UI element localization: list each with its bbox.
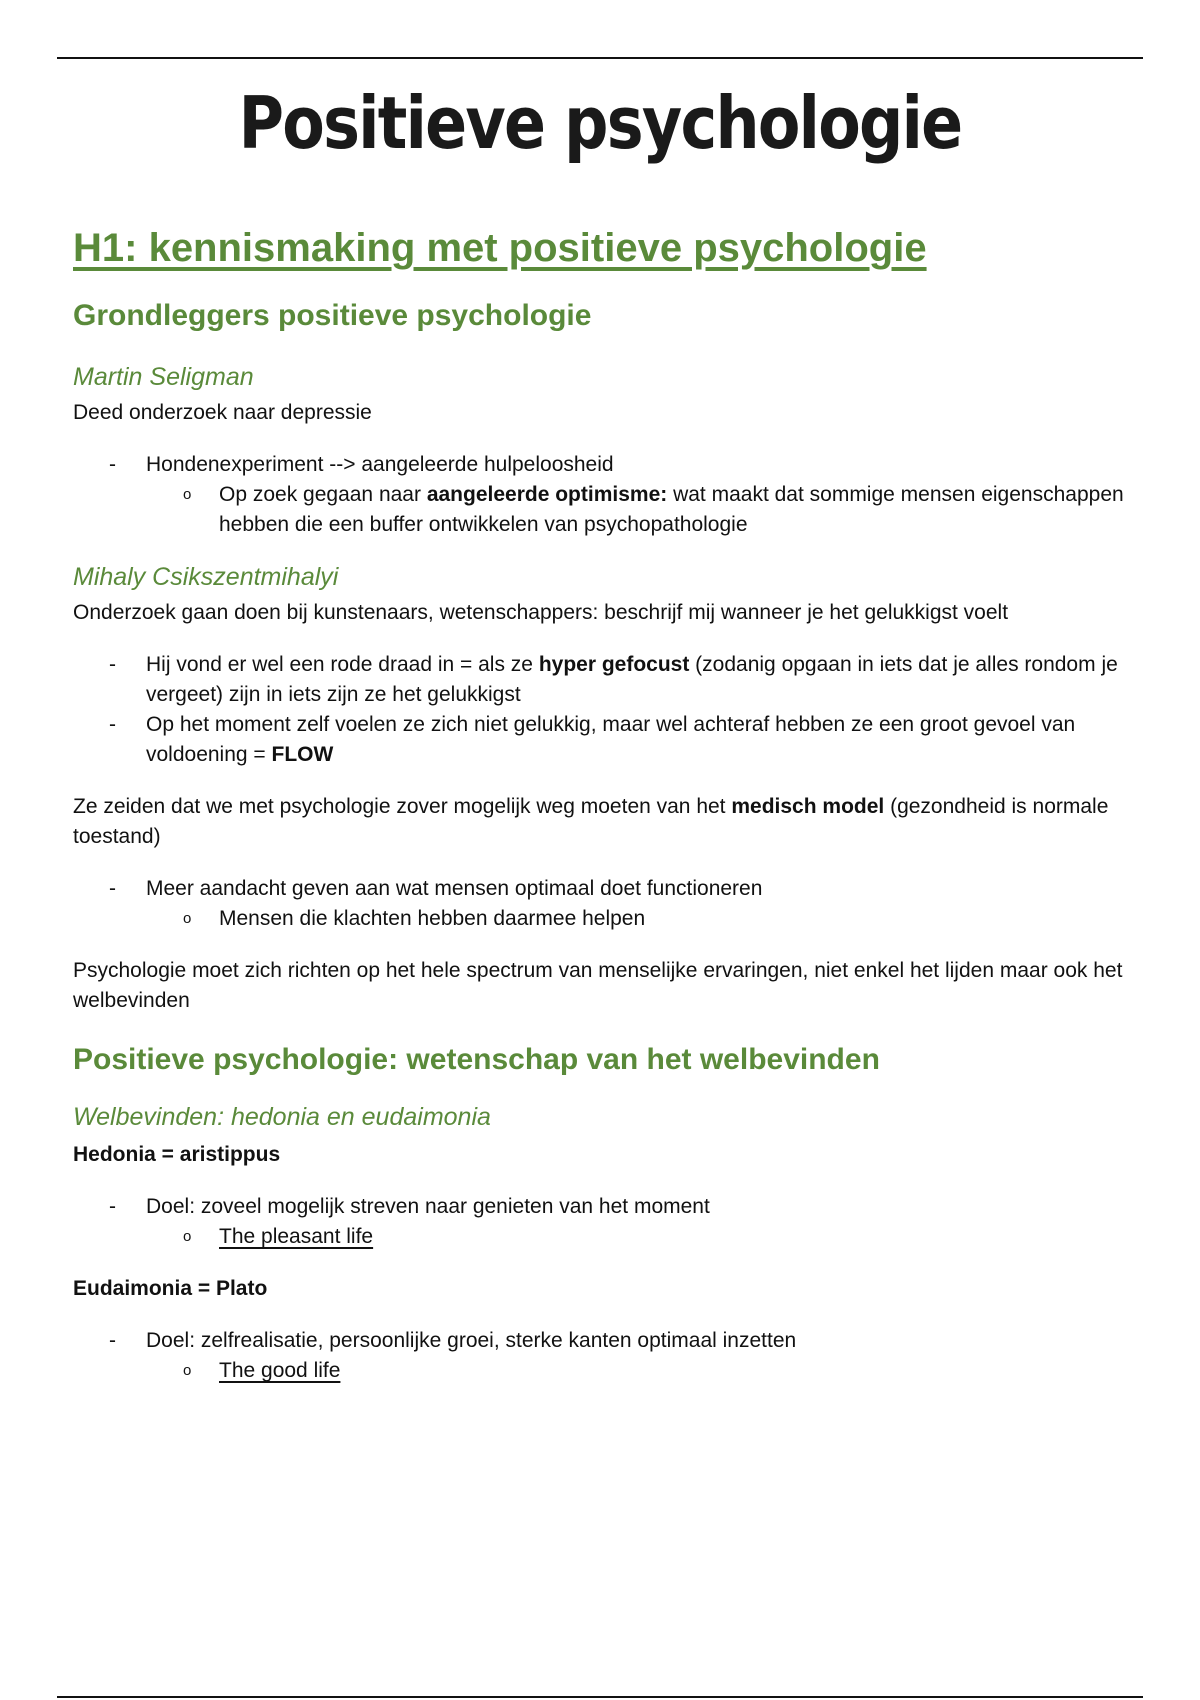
csik-intro: Onderzoek gaan doen bij kunstenaars, wetenschappers: beschrijf mij wanneer je het gelukkigst voelt bbox=[73, 601, 1009, 624]
hedonia-list bbox=[73, 1192, 1133, 1252]
bold-term: hyper gefocust bbox=[538, 653, 690, 676]
list-item bbox=[146, 1356, 1133, 1386]
list-item-text: Meer aandacht geven aan wat mensen optimaal doet functioneren bbox=[146, 877, 763, 900]
list-item-text: Mensen die klachten hebben daarmee helpen bbox=[219, 907, 646, 930]
dash-bullet: - bbox=[109, 453, 116, 476]
subheading-csikszentmihalyi: Mihaly Csikszentmihalyi bbox=[73, 563, 339, 591]
subheading-hedonia-eudaimonia: Welbevinden: hedonia en eudaimonia bbox=[73, 1103, 491, 1131]
paragraph-text: Ze zeiden dat we met psychologie zover mogelijk weg moeten van het bbox=[73, 795, 732, 818]
bottom-rule bbox=[57, 1696, 1143, 1698]
chapter-heading: H1: kennismaking met positieve psychologie bbox=[73, 226, 927, 270]
eudaimonia-label: Eudaimonia = Plato bbox=[73, 1277, 268, 1300]
list-item-text: (zodanig opgaan in iets dat je alles rondom je vergeet) zijn in iets zijn ze het gelukkigst bbox=[146, 653, 1118, 706]
medical-model-paragraph bbox=[73, 792, 1133, 852]
circle-bullet: o bbox=[183, 1228, 192, 1245]
eudaimonia-list bbox=[73, 1326, 1133, 1386]
list-item bbox=[73, 1326, 1133, 1386]
seligman-list bbox=[73, 450, 1133, 540]
pleasant-life-term: The pleasant life bbox=[219, 1225, 374, 1248]
list-item bbox=[73, 450, 1133, 540]
dash-bullet: - bbox=[109, 1329, 116, 1352]
seligman-intro: Deed onderzoek naar depressie bbox=[73, 401, 372, 424]
list-item-text: Hij vond er wel een rode draad in = als ze bbox=[146, 653, 539, 676]
paragraph-text: (gezondheid is normale toestand) bbox=[73, 795, 1109, 848]
document-body bbox=[73, 222, 1133, 1386]
bold-term: aangeleerde optimisme: bbox=[426, 483, 668, 506]
list-item-text: Hondenexperiment --> aangeleerde hulpeloosheid bbox=[146, 453, 614, 476]
bold-term: medisch model bbox=[731, 795, 885, 818]
section-heading-founders: Grondleggers positieve psychologie bbox=[73, 299, 592, 332]
list-item bbox=[146, 1222, 1133, 1252]
attention-list bbox=[73, 874, 1133, 934]
page-title: Positieve psychologie bbox=[238, 81, 962, 165]
list-item bbox=[73, 1192, 1133, 1252]
bold-term: FLOW bbox=[271, 743, 334, 766]
dash-bullet: - bbox=[109, 1195, 116, 1218]
dash-bullet: - bbox=[109, 653, 116, 676]
circle-bullet: o bbox=[183, 486, 192, 503]
top-rule bbox=[57, 57, 1143, 59]
list-item bbox=[73, 874, 1133, 934]
hedonia-label: Hedonia = aristippus bbox=[73, 1143, 281, 1166]
list-item bbox=[73, 710, 1133, 770]
subheading-seligman: Martin Seligman bbox=[73, 363, 254, 391]
dash-bullet: - bbox=[109, 877, 116, 900]
list-item bbox=[73, 650, 1133, 710]
list-item-text: Op het moment zelf voelen ze zich niet gelukkig, maar wel achteraf hebben ze een groot gevoel van voldoening = bbox=[146, 713, 1076, 766]
circle-bullet: o bbox=[183, 1362, 192, 1379]
list-item bbox=[146, 904, 1133, 934]
section-heading-wellbeing: Positieve psychologie: wetenschap van het welbevinden bbox=[73, 1043, 880, 1076]
list-item-text: Op zoek gegaan naar bbox=[219, 483, 427, 506]
list-item-text: Doel: zelfrealisatie, persoonlijke groei, sterke kanten optimaal inzetten bbox=[146, 1329, 797, 1352]
list-item-text: Doel: zoveel mogelijk streven naar genieten van het moment bbox=[146, 1195, 710, 1218]
csik-list bbox=[73, 650, 1133, 770]
spectrum-paragraph: Psychologie moet zich richten op het hele spectrum van menselijke ervaringen, niet enkel het lijden maar ook het welbevinden bbox=[73, 959, 1123, 1012]
dash-bullet: - bbox=[109, 713, 116, 736]
circle-bullet: o bbox=[183, 910, 192, 927]
list-item-text: wat maakt dat sommige mensen eigenschappen hebben die een buffer ontwikkelen van psychopathologie bbox=[219, 483, 1124, 536]
list-item bbox=[146, 480, 1133, 540]
good-life-term: The good life bbox=[219, 1359, 341, 1382]
